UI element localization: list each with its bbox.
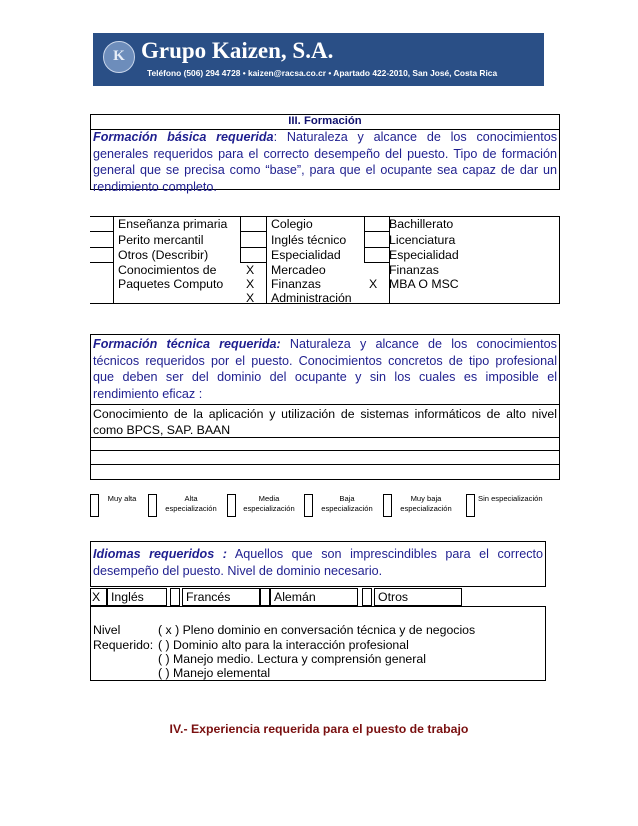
- idiomas-text: [93, 546, 543, 579]
- edu-item: Administración: [271, 291, 352, 305]
- nivel-option[interactable]: ( x ) Pleno dominio en conversación técnica y de negocios: [158, 623, 476, 637]
- formacion-tecnica-box: [90, 334, 560, 480]
- level-checkbox[interactable]: [383, 494, 392, 517]
- edu-item: Enseñanza primaria: [118, 217, 228, 231]
- idiomas-box: [90, 541, 546, 587]
- formacion-tecnica-answer: Conocimiento de la aplicación y utilización de sistemas informáticos de alto nivel como BPCS, SAP. BAAN: [93, 407, 557, 437]
- language-label: Inglés: [107, 588, 167, 606]
- level-checkbox[interactable]: [227, 494, 236, 517]
- edu-item: Mercadeo: [271, 263, 326, 277]
- edu-item: Conocimientos de: [118, 263, 217, 277]
- edu-item: Paquetes Computo: [118, 277, 224, 291]
- level-label: Muy alta: [107, 494, 137, 503]
- formacion-tecnica-text: [93, 336, 557, 402]
- formacion-basica-text: [93, 129, 557, 195]
- edu-mark: X: [246, 263, 255, 277]
- level-label: Baja especialización: [321, 494, 373, 513]
- level-checkbox[interactable]: [148, 494, 157, 517]
- logo-letter: K: [113, 48, 125, 64]
- level-label: Sin especialización: [478, 494, 543, 503]
- edu-mark: X: [369, 277, 378, 291]
- level-label: Media especialización: [243, 494, 295, 513]
- edu-item: Licenciatura: [389, 233, 456, 247]
- edu-mark: X: [246, 291, 255, 305]
- nivel-box: [90, 606, 546, 681]
- language-label: Otros: [374, 588, 462, 606]
- nivel-label: Nivel: [93, 623, 121, 637]
- level-checkbox[interactable]: [304, 494, 313, 517]
- formacion-tecnica-lead: Formación técnica requerida:: [93, 337, 281, 351]
- edu-item: Inglés técnico: [271, 233, 347, 247]
- language-checkbox[interactable]: [170, 588, 180, 606]
- company-name: Grupo Kaizen, S.A.: [141, 38, 334, 63]
- level-label: Alta especialización: [165, 494, 217, 513]
- level-label: Muy baja especialización: [400, 494, 452, 513]
- idiomas-lead: Idiomas requeridos :: [93, 547, 227, 561]
- language-checkbox[interactable]: [362, 588, 372, 606]
- formacion-basica-desc: : Naturaleza y alcance de los conocimientos generales requeridos para el correcto desempeño del puesto. Tipo de formación general que se precisa como “base”, para que el ocupante sea capaz de dar un rendimiento completo.: [93, 130, 557, 194]
- edu-item: Otros (Describir): [118, 248, 209, 262]
- language-label: Francés: [182, 588, 260, 606]
- formacion-basica-lead: Formación básica requerida: [93, 130, 274, 144]
- nivel-option[interactable]: ( ) Manejo elemental: [158, 666, 271, 680]
- edu-item: Finanzas: [271, 277, 321, 291]
- edu-mark: X: [246, 277, 255, 291]
- edu-item: Especialidad: [389, 248, 459, 262]
- section-title: III. Formación: [91, 115, 559, 130]
- language-label: Alemán: [270, 588, 358, 606]
- edu-item: Bachillerato: [389, 217, 454, 231]
- level-checkbox[interactable]: [90, 494, 99, 517]
- language-checkbox[interactable]: [260, 588, 270, 606]
- formacion-tecnica-desc: Naturaleza y alcance de los conocimientos técnicos requeridos por el puesto. Conocimientos concretos de tipo profesional que deben ser del dominio del ocupante y sin los cuales es imposible el rendimiento eficaz :: [93, 337, 557, 401]
- idiomas-desc: Aquellos que son imprescindibles para el correcto desempeño del puesto. Nivel de dominio necesario.: [93, 547, 543, 578]
- company-contact: Teléfono (506) 294 4728 • kaizen@racsa.co.cr • Apartado 422-2010, San José, Costa Rica: [147, 68, 498, 78]
- edu-item: MBA O MSC: [389, 277, 459, 291]
- edu-item: Perito mercantil: [118, 233, 204, 247]
- edu-item: Especialidad: [271, 248, 341, 262]
- education-grid: [90, 216, 560, 303]
- requerido-label: Requerido:: [93, 638, 154, 652]
- language-mark[interactable]: X: [90, 588, 107, 606]
- edu-item: Finanzas: [389, 263, 439, 277]
- nivel-option[interactable]: ( ) Dominio alto para la interacción profesional: [158, 638, 409, 652]
- edu-item: Colegio: [271, 217, 313, 231]
- company-logo: [103, 41, 135, 73]
- nivel-option[interactable]: ( ) Manejo medio. Lectura y comprensión general: [158, 652, 426, 666]
- formacion-basica-box: [90, 114, 560, 194]
- section-iv-title: IV.- Experiencia requerida para el puesto de trabajo: [169, 722, 469, 736]
- level-checkbox[interactable]: [466, 494, 475, 517]
